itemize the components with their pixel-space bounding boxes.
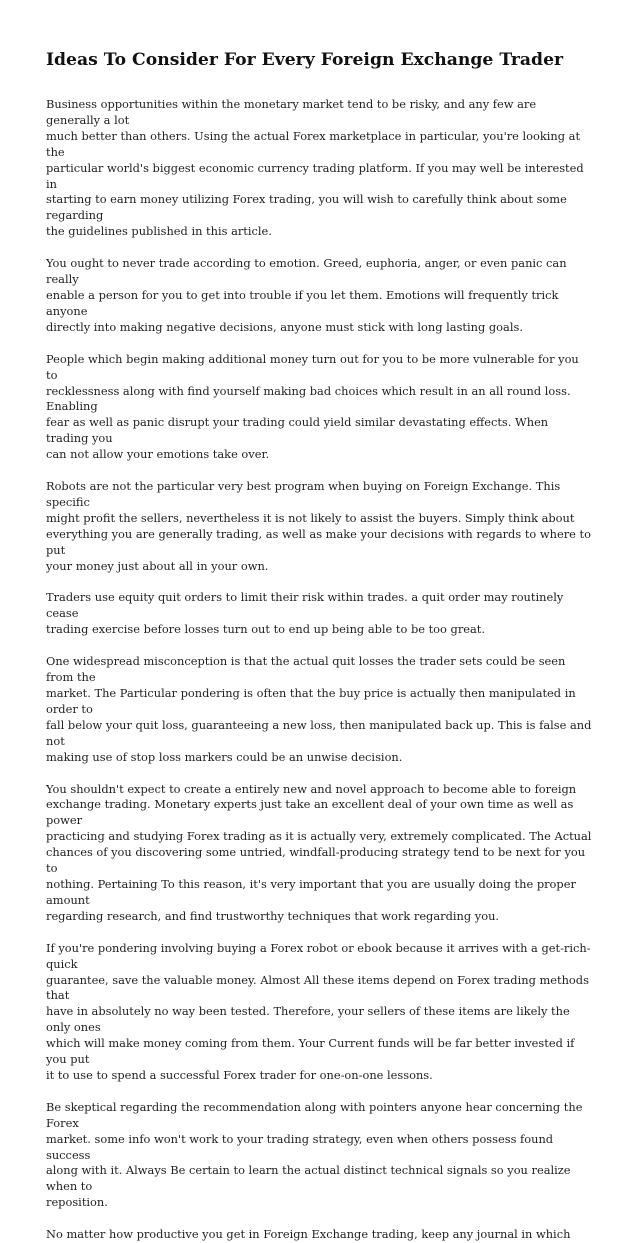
paragraph-5: Traders use equity quit orders to limit their risk within trades. a quit order may routinely cease trading exercise before losses turn out to end up being able to be too great. (46, 590, 564, 637)
paragraph-9: Be skeptical regarding the recommendation along with pointers anyone hear concerning the Forex market. some info won't work to your trading strategy, even when others possess found success along with it. Always Be certain to learn the actual distinct technical signals so you realize when to reposition. (46, 1099, 583, 1210)
paragraph-8: If you're pondering involving buying a Forex robot or ebook because it arrives with a get-rich-quick guarantee, save the valuable money. Almost All these items depend on Forex trading methods that have in absolutely no way been tested. Therefore, your sellers of these items are likely the only ones which will make money coming from them. Your Current funds will be far better invested if you put it to use to spend a successful Forex trader for one-on-one lessons. (46, 940, 591, 1082)
document-title: Ideas To Consider For Every Foreign Exchange Trader (46, 50, 564, 70)
paragraph-3: People which begin making additional money turn out for you to be more vulnerable for you to recklessness along with find yourself making bad choices which result in an all round loss. Enabling fear as well as panic disrupt your trading could yield similar devastating effects. When trading you can not allow your emotions take over. (46, 351, 579, 462)
paragraph-7: You shouldn't expect to create a entirely new and novel approach to become able to foreign exchange trading. Monetary experts just take an excellent deal of your own time as well as power practicing and studying Forex trading as it is actually very, extremely complicated. The Actual chances of you discovering some untried, windfall-producing strategy tend to be next for you to nothing. Pertaining To this reason, it's very important that you are usually doing the proper amount regarding research, and find trustworthy techniques that work regarding you. (46, 781, 592, 923)
paragraph-2: You ought to never trade according to emotion. Greed, euphoria, anger, or even panic can really enable a person for you to get into trouble if you let them. Emotions will frequently trick anyone directly into making negative decisions, anyone must stick with long lasting goals. (46, 256, 567, 334)
paragraph-10: No matter how productive you get in Foreign Exchange trading, keep any journal in which (46, 1227, 571, 1242)
paragraph-1: Business opportunities within the monetary market tend to be risky, and any few are generally a lot much better than others. Using the actual Forex marketplace in particular, you're looking at the particular world's biggest economic currency trading platform. If you may well be interested in starting to earn money utilizing Forex trading, you will wish to carefully think about some regarding the guidelines published in this article. (46, 97, 584, 239)
paragraph-4: Robots are not the particular very best program when buying on Foreign Exchange. This specific might profit the sellers, nevertheless it is not likely to assist the buyers. Simply think about everything you are generally trading, as well as make your decisions with regards to where to put your money just about all in your own. (46, 479, 591, 573)
paragraph-6: One widespread misconception is that the actual quit losses the trader sets could be seen from the market. The Particular pondering is often that the buy price is actually then manipulated in order to fall below your quit loss, guaranteeing a new loss, then manipulated back up. This is false and not making use of stop loss markers could be an unwise decision. (46, 654, 592, 764)
